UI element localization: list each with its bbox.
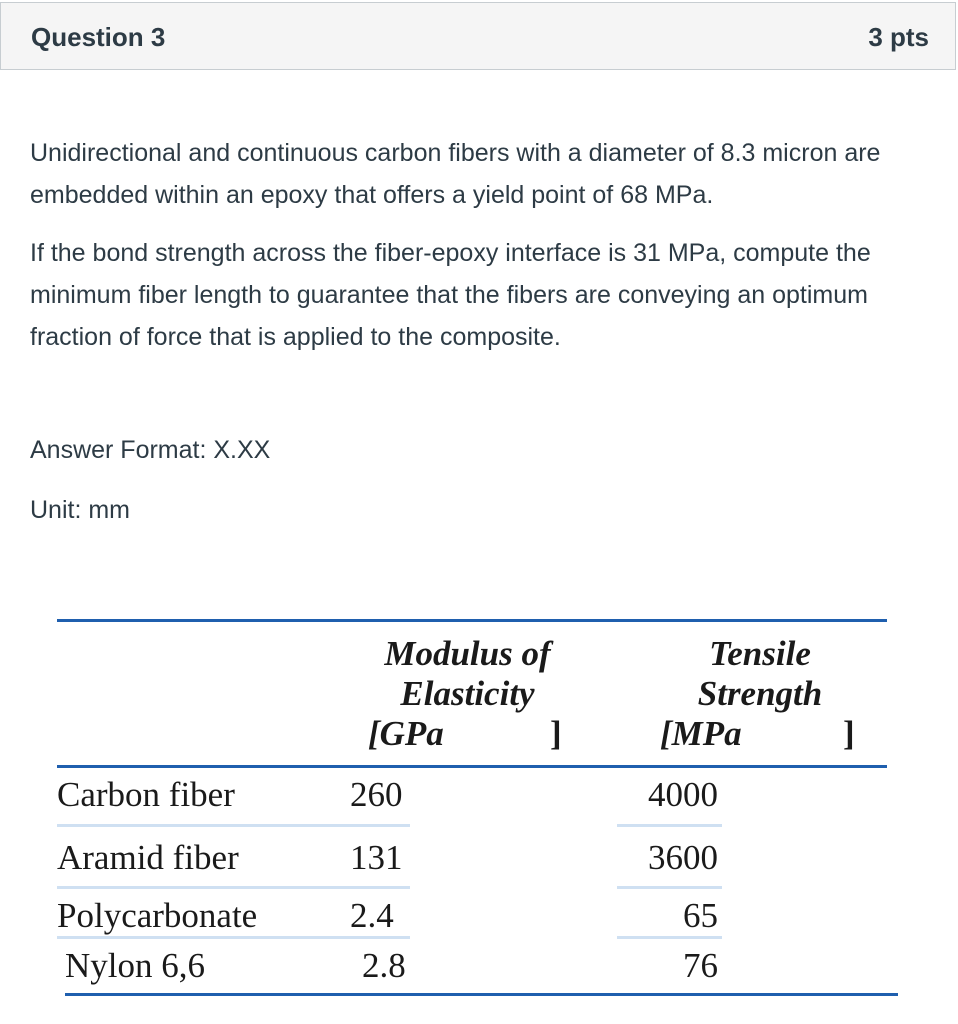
table-bottom-rule bbox=[65, 993, 898, 996]
row-divider bbox=[57, 824, 410, 827]
table-row-label: Polycarbonate bbox=[57, 896, 258, 935]
col-header-strength-unit: [MPa bbox=[660, 714, 742, 753]
table-cell-modulus: 2.8 bbox=[362, 946, 406, 985]
col-header-strength bbox=[660, 634, 860, 714]
answer-format: Answer Format: X.XX bbox=[30, 436, 271, 464]
col-header-strength-close: ] bbox=[843, 714, 855, 753]
question-paragraph-1: Unidirectional and continuous carbon fibers with a diameter of 8.3 micron are embedded within an epoxy that offers a yield point of 68 MPa. bbox=[30, 139, 881, 209]
question-points: 3 pts bbox=[868, 22, 929, 52]
material-properties-table bbox=[0, 600, 958, 1020]
col-header-strength-line2: Strength bbox=[697, 674, 823, 713]
table-row-label: Carbon fiber bbox=[57, 775, 235, 814]
col-header-modulus-line2: Elasticity bbox=[400, 674, 535, 713]
row-divider bbox=[617, 824, 722, 827]
col-header-modulus-close: ] bbox=[550, 714, 562, 753]
table-row-label: Aramid fiber bbox=[57, 838, 239, 877]
row-divider bbox=[57, 936, 410, 939]
table-top-rule bbox=[57, 619, 887, 622]
col-header-modulus-line1: Modulus of bbox=[384, 634, 551, 673]
row-divider bbox=[617, 936, 722, 939]
table-header-rule bbox=[57, 765, 887, 768]
col-header-modulus-unit: [GPa bbox=[368, 714, 444, 753]
table-row-label: Nylon 6,6 bbox=[65, 946, 205, 985]
col-header-modulus bbox=[360, 634, 575, 714]
table-cell-modulus: 260 bbox=[350, 775, 403, 814]
table-cell-strength: 76 bbox=[683, 946, 718, 985]
col-header-strength-line1: Tensile bbox=[709, 634, 811, 673]
answer-unit: Unit: mm bbox=[30, 496, 130, 524]
question-paragraph-2: If the bond strength across the fiber-epoxy interface is 31 MPa, compute the minimum fiber length to guarantee that the fibers are conveying an optimum fraction of force that is applied to the composite. bbox=[30, 239, 871, 351]
question-title: Question 3 bbox=[31, 22, 166, 52]
row-divider bbox=[57, 886, 410, 889]
table-cell-strength: 4000 bbox=[648, 775, 718, 814]
table-cell-strength: 3600 bbox=[648, 838, 718, 877]
table-cell-strength: 65 bbox=[683, 896, 718, 935]
table-cell-modulus: 131 bbox=[350, 838, 403, 877]
row-divider bbox=[617, 886, 722, 889]
question-header bbox=[0, 2, 956, 70]
table-cell-modulus: 2.4 bbox=[350, 896, 394, 935]
